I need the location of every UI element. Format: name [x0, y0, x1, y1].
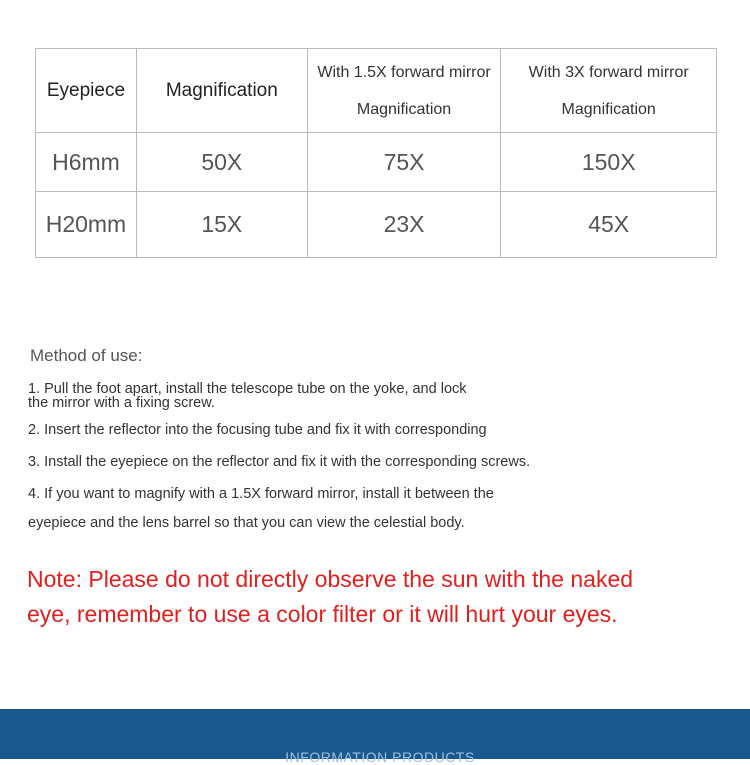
- cell: 150X: [501, 133, 717, 192]
- step-1-cont: the mirror with a fixing screw.: [28, 395, 215, 411]
- cell: 50X: [136, 133, 307, 192]
- cell: H6mm: [36, 133, 137, 192]
- cell: 75X: [307, 133, 501, 192]
- footer-title: INFORMATION PRODUCTS: [285, 749, 475, 765]
- header-3x-title: With 3X forward mirror: [528, 63, 689, 81]
- step-2: 2. Insert the reflector into the focusing tube and fix it with corresponding: [28, 422, 487, 438]
- cell: H20mm: [36, 192, 137, 258]
- header-1-5x-sub: Magnification: [356, 100, 452, 118]
- header-1-5x-title: With 1.5X forward mirror: [317, 63, 491, 81]
- method-title: Method of use:: [30, 346, 143, 365]
- step-1: 1. Pull the foot apart, install the telescope tube on the yoke, and lock: [28, 381, 467, 397]
- table-row: [36, 192, 717, 258]
- table-row: [36, 133, 717, 192]
- magnification-table: [35, 48, 717, 258]
- note-line-1: Note: Please do not directly observe the sun with the naked: [27, 566, 634, 592]
- header-1-5x: [307, 49, 501, 133]
- header-eyepiece: Eyepiece: [36, 49, 137, 133]
- step-4-cont: eyepiece and the lens barrel so that you can view the celestial body.: [28, 515, 465, 531]
- header-3x-sub: Magnification: [561, 100, 656, 118]
- cell: 45X: [501, 192, 717, 258]
- cell: 15X: [136, 192, 307, 258]
- note-line-2: eye, remember to use a color filter or it will hurt your eyes.: [27, 601, 618, 627]
- cell: 23X: [307, 192, 501, 258]
- warning-note: [27, 562, 707, 632]
- footer-banner: [0, 709, 750, 765]
- step-4: 4. If you want to magnify with a 1.5X forward mirror, install it between the: [28, 486, 494, 502]
- table-header-row: [36, 49, 717, 133]
- step-3: 3. Install the eyepiece on the reflector and fix it with the corresponding screws.: [28, 454, 531, 470]
- header-magnification: Magnification: [136, 49, 307, 133]
- header-3x: [501, 49, 717, 133]
